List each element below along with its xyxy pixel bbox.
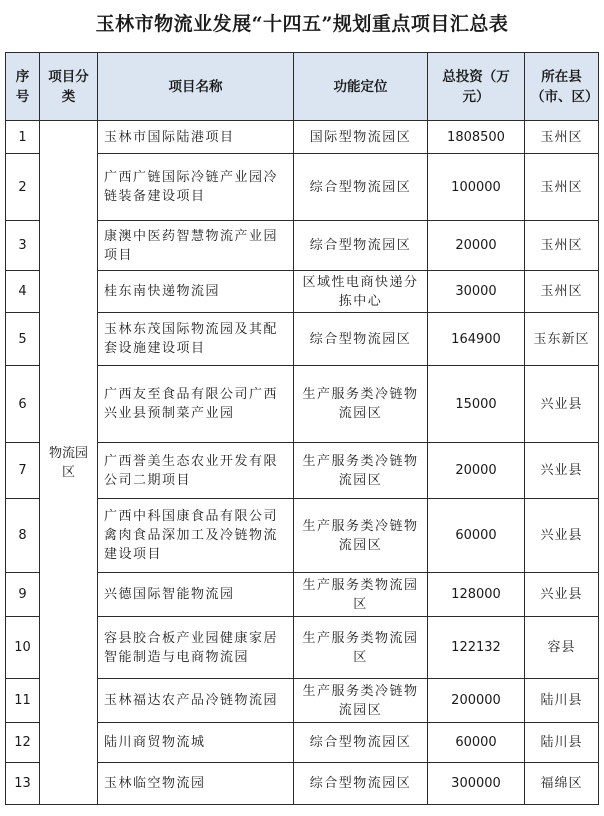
cell-function: 生产服务类冷链物流园区	[294, 366, 428, 443]
cell-investment: 1808500	[428, 121, 525, 154]
cell-investment: 30000	[428, 271, 525, 313]
cell-investment: 164900	[428, 313, 525, 366]
cell-name: 陆川商贸物流城	[98, 723, 294, 763]
cell-function: 区域性电商快递分拣中心	[294, 271, 428, 313]
cell-investment: 128000	[428, 573, 525, 617]
header-investment: 总投资（万元）	[428, 53, 525, 121]
cell-location: 玉州区	[525, 121, 599, 154]
cell-function: 国际型物流园区	[294, 121, 428, 154]
cell-function: 综合型物流园区	[294, 313, 428, 366]
cell-name: 玉林福达农产品冷链物流园	[98, 679, 294, 723]
cell-name: 广西中科国康食品有限公司禽肉食品深加工及冷链物流建设项目	[98, 499, 294, 573]
cell-location: 玉东新区	[525, 313, 599, 366]
cell-name: 广西誉美生态农业开发有限公司二期项目	[98, 443, 294, 499]
cell-investment: 60000	[428, 723, 525, 763]
cell-investment: 122132	[428, 617, 525, 679]
cell-name: 玉林临空物流园	[98, 763, 294, 805]
cell-name: 广西广链国际冷链产业园冷链装备建设项目	[98, 154, 294, 221]
cell-seq: 3	[6, 221, 40, 271]
cell-name: 玉林市国际陆港项目	[98, 121, 294, 154]
cell-seq: 7	[6, 443, 40, 499]
cell-function: 生产服务类物流园区	[294, 617, 428, 679]
cell-seq: 9	[6, 573, 40, 617]
cell-name: 容县胶合板产业园健康家居智能制造与电商物流园	[98, 617, 294, 679]
cell-seq: 10	[6, 617, 40, 679]
header-seq: 序号	[6, 53, 40, 121]
cell-name: 兴德国际智能物流园	[98, 573, 294, 617]
cell-seq: 2	[6, 154, 40, 221]
cell-function: 综合型物流园区	[294, 154, 428, 221]
cell-investment: 60000	[428, 499, 525, 573]
header-location: 所在县（市、区）	[525, 53, 599, 121]
cell-seq: 12	[6, 723, 40, 763]
cell-location: 兴业县	[525, 573, 599, 617]
cell-investment: 200000	[428, 679, 525, 723]
table-row	[6, 121, 599, 154]
cell-location: 陆川县	[525, 679, 599, 723]
cell-seq: 6	[6, 366, 40, 443]
project-table	[5, 52, 599, 805]
cell-investment: 20000	[428, 443, 525, 499]
cell-location: 兴业县	[525, 366, 599, 443]
cell-location: 陆川县	[525, 723, 599, 763]
cell-seq: 11	[6, 679, 40, 723]
header-row	[6, 53, 599, 121]
cell-investment: 20000	[428, 221, 525, 271]
cell-function: 综合型物流园区	[294, 763, 428, 805]
cell-seq: 8	[6, 499, 40, 573]
cell-name: 康澳中医药智慧物流产业园项目	[98, 221, 294, 271]
cell-seq: 5	[6, 313, 40, 366]
header-function: 功能定位	[294, 53, 428, 121]
cell-function: 综合型物流园区	[294, 723, 428, 763]
cell-seq: 13	[6, 763, 40, 805]
cell-category: 物流园区	[40, 121, 98, 805]
cell-function: 生产服务类冷链物流园区	[294, 499, 428, 573]
header-name: 项目名称	[98, 53, 294, 121]
cell-location: 玉州区	[525, 271, 599, 313]
cell-location: 兴业县	[525, 499, 599, 573]
cell-location: 容县	[525, 617, 599, 679]
page-title: 玉林市物流业发展“十四五”规划重点项目汇总表	[95, 13, 509, 35]
cell-investment: 100000	[428, 154, 525, 221]
cell-investment: 300000	[428, 763, 525, 805]
cell-name: 玉林东茂国际物流园及其配套设施建设项目	[98, 313, 294, 366]
cell-function: 生产服务类冷链物流园区	[294, 679, 428, 723]
cell-seq: 4	[6, 271, 40, 313]
cell-location: 玉州区	[525, 221, 599, 271]
cell-function: 综合型物流园区	[294, 221, 428, 271]
table-body	[6, 121, 599, 805]
cell-location: 福绵区	[525, 763, 599, 805]
cell-seq: 1	[6, 121, 40, 154]
cell-function: 生产服务类物流园区	[294, 573, 428, 617]
cell-function: 生产服务类冷链物流园区	[294, 443, 428, 499]
cell-location: 玉州区	[525, 154, 599, 221]
cell-name: 广西友至食品有限公司广西兴业县预制菜产业园	[98, 366, 294, 443]
header-category: 项目分类	[40, 53, 98, 121]
cell-name: 桂东南快递物流园	[98, 271, 294, 313]
cell-investment: 15000	[428, 366, 525, 443]
cell-location: 兴业县	[525, 443, 599, 499]
